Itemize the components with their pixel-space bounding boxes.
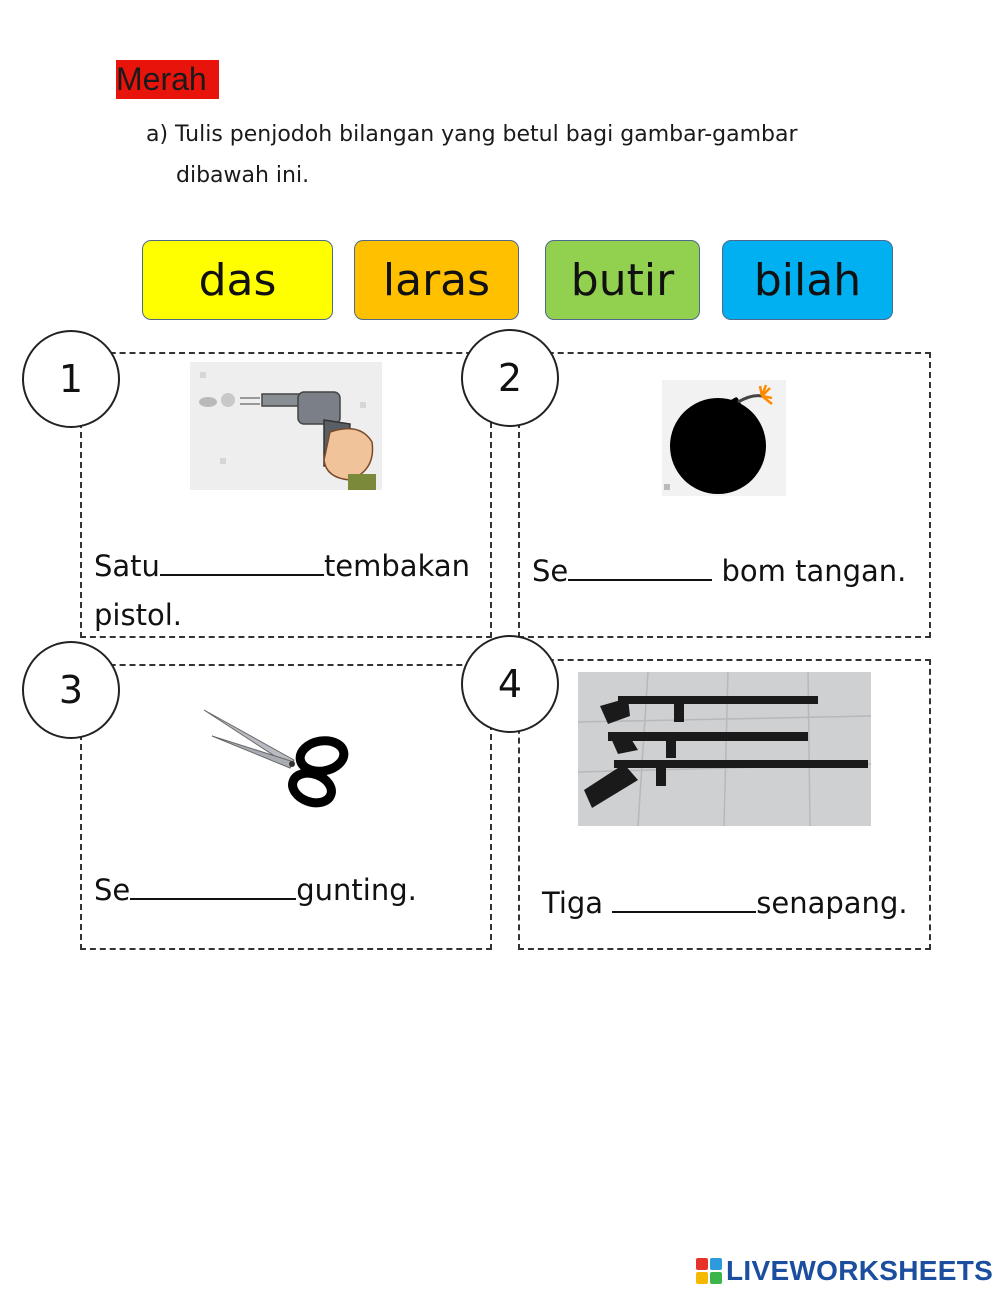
answer-blank-4[interactable]: [612, 885, 756, 913]
pistol-image: [190, 362, 382, 490]
liveworksheets-brand: [696, 1256, 993, 1286]
sentence-3: [94, 872, 417, 907]
sentence-4-prefix: Tiga: [542, 886, 613, 920]
sentence-4: [542, 885, 908, 920]
question-number-3: 3: [22, 641, 120, 739]
word-chip-bilah[interactable]: bilah: [722, 240, 893, 320]
color-tag: Merah: [116, 60, 219, 99]
instruction-line-2: dibawah ini.: [176, 163, 310, 188]
instruction-line-1: a) Tulis penjodoh bilangan yang betul bagi gambar-gambar: [146, 122, 798, 147]
brand-name: LIVEWORKSHEETS: [726, 1255, 994, 1286]
word-chip-laras[interactable]: laras: [354, 240, 519, 320]
scissors-image: [198, 700, 352, 812]
sentence-2: [532, 553, 906, 588]
sentence-3-suffix: gunting.: [296, 873, 417, 907]
answer-blank-1[interactable]: [160, 548, 324, 576]
sentence-1: [94, 548, 470, 583]
bomb-image: [662, 380, 786, 496]
sentence-2-prefix: Se: [532, 554, 569, 588]
answer-blank-2[interactable]: [568, 553, 712, 581]
question-number-1: 1: [22, 330, 120, 428]
rifles-image: [578, 672, 871, 826]
question-number-4: 4: [461, 635, 559, 733]
sentence-1-line-2: pistol.: [94, 598, 182, 632]
sentence-4-suffix: senapang.: [756, 886, 908, 920]
liveworksheets-logo-icon: [696, 1258, 722, 1284]
word-chip-butir[interactable]: butir: [545, 240, 700, 320]
sentence-2-suffix: bom tangan.: [712, 554, 907, 588]
sentence-1-prefix: Satu: [94, 549, 160, 583]
sentence-3-prefix: Se: [94, 873, 131, 907]
word-chip-das[interactable]: das: [142, 240, 333, 320]
question-number-2: 2: [461, 329, 559, 427]
sentence-1-suffix: tembakan: [323, 549, 471, 583]
answer-blank-3[interactable]: [130, 872, 296, 900]
